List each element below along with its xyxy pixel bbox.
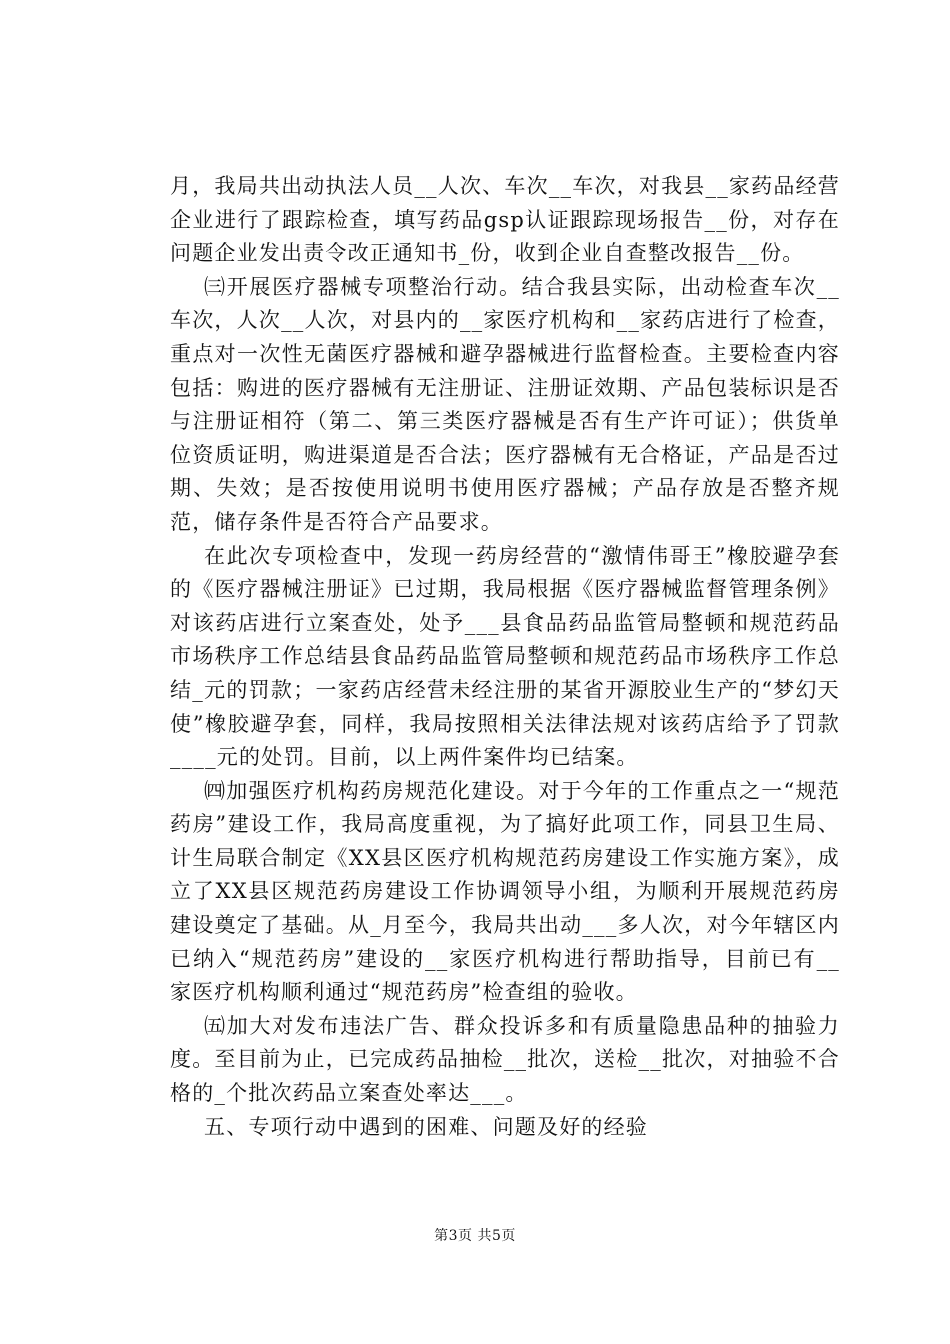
page-number-footer: 第3页 共5页 <box>434 1228 516 1244</box>
paragraph-inspection-cases: 在此次专项检查中，发现一药房经营的“激情伟哥王”橡胶避孕套的《医疗器械注册证》已过期，我局根据《医疗器械监督管理条例》对该药店进行立案查处，处予___县食品药品监管局整顿和规范药品市场秩序工作总结县食品药品监管局整顿和规范药品市场秩序工作总结_元的罚款；一家药店经营未经注册的某省开源胶业生产的“梦幻天使”橡胶避孕套，同样，我局按照相关法律法规对该药店给予了罚款____元的处罚。目前，以上两件案件均已结案。 <box>170 543 840 770</box>
paragraph-continuation: 月，我局共出动执法人员__人次、车次__车次，对我县__家药品经营企业进行了跟踪检查，填写药品gsp认证跟踪现场报告__份，对存在问题企业发出责令改正通知书_份，收到企业自查整改报告__份。 <box>170 174 840 266</box>
section-heading-difficulties: 五、专项行动中遇到的困难、问题及好的经验 <box>204 1114 648 1139</box>
paragraph-medical-device-campaign: ㈢开展医疗器械专项整治行动。结合我县实际，出动检查车次__车次，人次__人次，对县内的__家医疗机构和__家药店进行了检查，重点对一次性无菌医疗器械和避孕器械进行监督检查。主要检查内容包括：购进的医疗器械有无注册证、注册证效期、产品包装标识是否与注册证相符（第二、第三类医疗器械是否有生产许可证）；供货单位资质证明，购进渠道是否合法；医疗器械有无合格证，产品是否过期、失效；是否按使用说明书使用医疗器械；产品存放是否整齐规范，储存条件是否符合产品要求。 <box>170 274 840 534</box>
document-body <box>170 170 840 1144</box>
paragraph-sampling-inspection: ㈤加大对发布违法广告、群众投诉多和有质量隐患品种的抽验力度。至目前为止，已完成药品抽检__批次，送检__批次，对抽验不合格的_个批次药品立案查处率达___。 <box>170 1013 840 1106</box>
paragraph-pharmacy-standardization: ㈣加强医疗机构药房规范化建设。对于今年的工作重点之一“规范药房”建设工作，我局高度重视，为了搞好此项工作，同县卫生局、计生局联合制定《XX县区医疗机构规范药房建设工作实施方案》，成立了XX县区规范药房建设工作协调领导小组，为顺利开展规范药房建设奠定了基础。从_月至今，我局共出动___多人次，对今年辖区内已纳入“规范药房”建设的__家医疗机构进行帮助指导，目前已有__家医疗机构顺利通过“规范药房”检查组的验收。 <box>170 778 840 1005</box>
